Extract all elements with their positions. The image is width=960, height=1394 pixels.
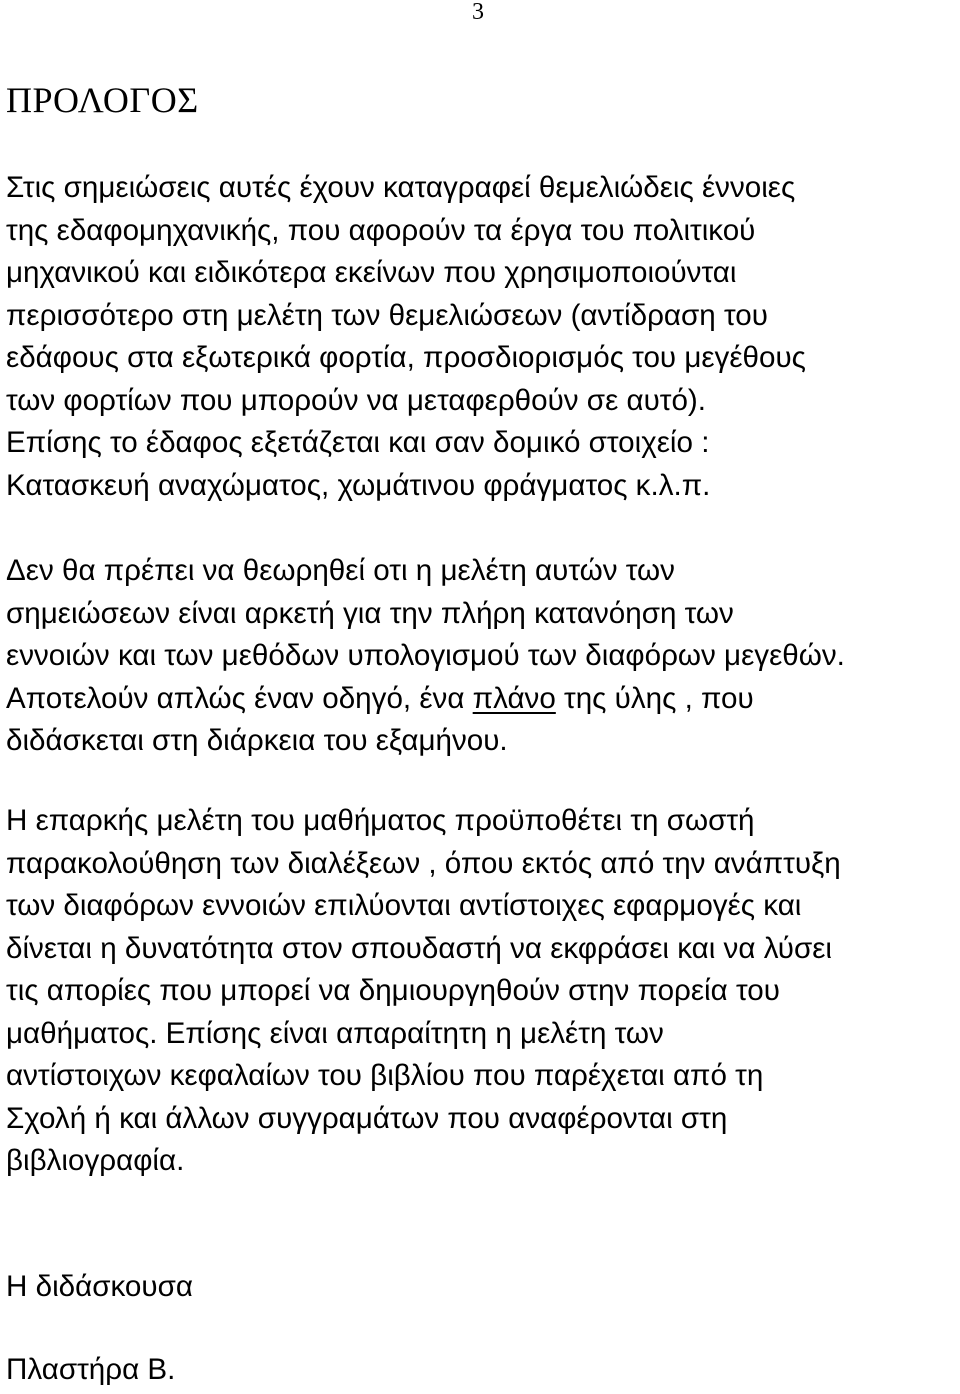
paragraph-line: παρακολούθηση των διαλέξεων , όπου εκτός από την ανάπτυξη xyxy=(6,846,841,880)
paragraph-line: δίνεται η δυνατότητα στον σπουδαστή να εκφράσει και να λύσει xyxy=(6,931,832,965)
paragraph-line: εννοιών και των μεθόδων υπολογισμού των διαφόρων μεγεθών. xyxy=(6,639,845,672)
paragraph-line: των φορτίων που μπορούν να μεταφερθούν σε αυτό). xyxy=(6,383,707,417)
paragraph-line: Δεν θα πρέπει να θεωρηθεί οτι η μελέτη αυτών των xyxy=(6,554,675,587)
paragraph-text: Αποτελούν απλώς έναν οδηγό, ένα xyxy=(6,681,473,715)
paragraph-line: τις απορίες που μπορεί να δημιουργηθούν στην πορεία του xyxy=(6,974,780,1007)
paragraph-intro xyxy=(6,167,806,507)
paragraph-line: Σχολή ή και άλλων συγγραμάτων που αναφέρονται στη xyxy=(6,1101,728,1135)
paragraph-line xyxy=(6,678,845,721)
paragraph-line: Κατασκευή αναχώματος, χωμάτινου φράγματος κ.λ.π. xyxy=(6,468,711,502)
signature-role: Η διδάσκουσα xyxy=(6,1270,193,1303)
paragraph-line: περισσότερο στη μελέτη των θεμελιώσεων (αντίδραση του xyxy=(6,298,768,332)
page-number: 3 xyxy=(472,0,484,25)
paragraph-line: σημειώσεων είναι αρκετή για την πλήρη κατανόηση των xyxy=(6,596,734,630)
paragraph-line: διδάσκεται στη διάρκεια του εξαμήνου. xyxy=(6,724,508,757)
paragraph-line: Στις σημειώσεις αυτές έχουν καταγραφεί θεμελιώδεις έννοιες xyxy=(6,171,796,204)
paragraph-line: εδάφους στα εξωτερικά φορτία, προσδιορισμός του μεγέθους xyxy=(6,341,806,374)
paragraph-line: αντίστοιχων κεφαλαίων του βιβλίου που παρέχεται από τη xyxy=(6,1059,764,1092)
paragraph-line: Επίσης το έδαφος εξετάζεται και σαν δομικό στοιχείο : xyxy=(6,426,710,459)
underlined-word: πλάνο xyxy=(472,681,556,715)
paragraph-scope xyxy=(6,550,845,763)
paragraph-line: των διαφόρων εννοιών επιλύονται αντίστοιχες εφαρμογές και xyxy=(6,889,802,922)
signature-name: Πλαστήρα Β. xyxy=(6,1353,176,1386)
paragraph-line: μαθήματος. Επίσης είναι απαραίτητη η μελέτη των xyxy=(6,1016,664,1050)
page-title: ΠΡΟΛΟΓΟΣ xyxy=(6,80,199,120)
paragraph-study xyxy=(6,800,841,1183)
paragraph-text: της ύλης , που xyxy=(555,681,754,715)
paragraph-line: Η επαρκής μελέτη του μαθήματος προϋποθέτει τη σωστή xyxy=(6,804,755,837)
paragraph-line: της εδαφομηχανικής, που αφορούν τα έργα του πολιτικού xyxy=(6,213,756,247)
paragraph-line: βιβλιογραφία. xyxy=(6,1144,185,1177)
paragraph-line: μηχανικού και ειδικότερα εκείνων που χρησιμοποιούνται xyxy=(6,256,737,289)
